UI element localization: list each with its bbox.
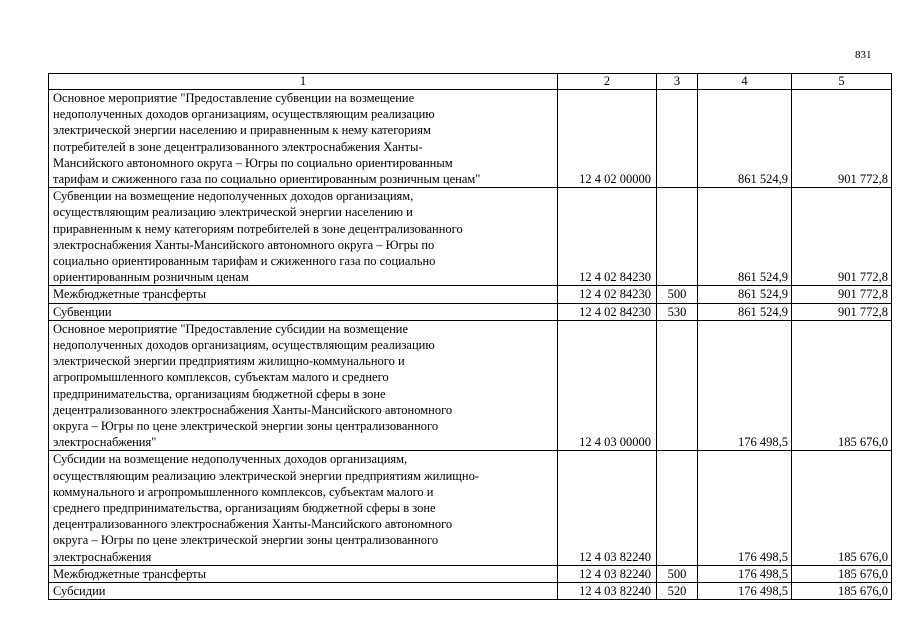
row-expense-type (657, 90, 698, 188)
description-line: электрической энергии предприятиям жилищно-коммунального и (53, 354, 405, 369)
description-line: агропромышленного комплексов, субъектам малого и среднего (53, 370, 389, 385)
table-body (49, 74, 892, 600)
header-col-3: 3 (657, 74, 698, 90)
row-expense-type: 530 (657, 303, 698, 320)
row-value-col5: 901 772,8 (792, 188, 892, 286)
table-row (49, 583, 892, 600)
description-line: Субвенции на возмещение недополученных доходов организациям, (53, 189, 414, 204)
row-expense-type: 520 (657, 583, 698, 600)
row-code: 12 4 03 82240 (558, 565, 657, 582)
row-expense-type: 500 (657, 286, 698, 303)
row-value-col4: 176 498,5 (698, 583, 792, 600)
description-line: электроснабжения (53, 549, 152, 564)
row-description (49, 320, 558, 451)
description-line: коммунального и агропромышленного комплексов, субъектам малого и (53, 484, 434, 499)
row-description (49, 90, 558, 188)
description-line: децентрализованного электроснабжения Ханты-Мансийского автономного (53, 402, 453, 417)
header-col-2: 2 (558, 74, 657, 90)
row-value-col4: 861 524,9 (698, 188, 792, 286)
header-col-4: 4 (698, 74, 792, 90)
row-value-col4: 176 498,5 (698, 565, 792, 582)
description-line: осуществляющим реализацию электрической энергии предприятиям жилищно- (53, 468, 480, 483)
description-line: среднего предпринимательства, организациям бюджетной сферы в зоне (53, 501, 436, 516)
table-row (49, 90, 892, 188)
description-line: Субвенции (53, 304, 112, 319)
description-line: Основное мероприятие "Предоставление субсидии на возмещение (53, 321, 408, 336)
description-line: Субсидии (53, 584, 106, 599)
row-value-col5: 901 772,8 (792, 286, 892, 303)
row-value-col5: 185 676,0 (792, 565, 892, 582)
description-line: децентрализованного электроснабжения Ханты-Мансийского автономного (53, 517, 453, 532)
row-value-col4: 176 498,5 (698, 320, 792, 451)
row-description (49, 451, 558, 565)
row-expense-type (657, 451, 698, 565)
row-value-col5: 901 772,8 (792, 303, 892, 320)
description-line: недополученных доходов организациям, осуществляющим реализацию (53, 107, 435, 122)
row-code: 12 4 02 84230 (558, 303, 657, 320)
row-description (49, 303, 558, 320)
page-number: 831 (855, 49, 872, 61)
row-value-col5: 185 676,0 (792, 451, 892, 565)
table-row (49, 451, 892, 565)
description-line: социально ориентированным тарифам и сжиженного газа по социально (53, 254, 436, 269)
row-code: 12 4 03 00000 (558, 320, 657, 451)
row-value-col4: 861 524,9 (698, 286, 792, 303)
row-value-col5: 185 676,0 (792, 320, 892, 451)
row-expense-type (657, 188, 698, 286)
description-line: ориентированным розничным ценам (53, 270, 249, 285)
row-value-col5: 185 676,0 (792, 583, 892, 600)
row-value-col4: 176 498,5 (698, 451, 792, 565)
description-line: округа – Югры по цене электрической энергии зоны централизованного (53, 419, 439, 434)
description-line: осуществляющим реализацию электрической энергии населению и (53, 205, 413, 220)
budget-table (48, 73, 892, 600)
description-line: Межбюджетные трансферты (53, 566, 207, 581)
table-row (49, 320, 892, 451)
description-line: потребителей в зоне децентрализованного электроснабжения Ханты- (53, 139, 423, 154)
row-value-col4: 861 524,9 (698, 303, 792, 320)
row-expense-type: 500 (657, 565, 698, 582)
description-line: приравненным к нему категориям потребителей в зоне децентрализованного (53, 221, 463, 236)
row-code: 12 4 02 84230 (558, 188, 657, 286)
row-description (49, 583, 558, 600)
description-line: недополученных доходов организациям, осуществляющим реализацию (53, 338, 435, 353)
description-line: округа – Югры по цене электрической энергии зоны централизованного (53, 533, 439, 548)
description-line: электроснабжения" (53, 435, 157, 450)
description-line: Основное мероприятие "Предоставление субвенции на возмещение (53, 91, 415, 105)
header-col-5: 5 (792, 74, 892, 90)
description-line: Субсидии на возмещение недополученных доходов организациям, (53, 452, 408, 467)
table-header-row (49, 74, 892, 90)
row-code: 12 4 03 82240 (558, 451, 657, 565)
row-value-col4: 861 524,9 (698, 90, 792, 188)
description-line: тарифам и сжиженного газа по социально ориентированным розничным ценам" (53, 172, 481, 187)
table-row (49, 303, 892, 320)
header-col-1: 1 (49, 74, 558, 90)
row-description (49, 286, 558, 303)
row-expense-type (657, 320, 698, 451)
table-row (49, 286, 892, 303)
table-row (49, 565, 892, 582)
description-line: предпринимательства, организациям бюджетной сферы в зоне (53, 386, 386, 401)
table-row (49, 188, 892, 286)
row-code: 12 4 02 84230 (558, 286, 657, 303)
row-code: 12 4 03 82240 (558, 583, 657, 600)
description-line: электроснабжения Ханты-Мансийского автономного округа – Югры по (53, 237, 435, 252)
description-line: Межбюджетные трансферты (53, 287, 207, 302)
row-value-col5: 901 772,8 (792, 90, 892, 188)
row-code: 12 4 02 00000 (558, 90, 657, 188)
description-line: Мансийского автономного округа – Югры по социально ориентированным (53, 155, 453, 170)
row-description (49, 565, 558, 582)
row-description (49, 188, 558, 286)
description-line: электрической энергии населению и приравненным к нему категориям (53, 123, 431, 138)
